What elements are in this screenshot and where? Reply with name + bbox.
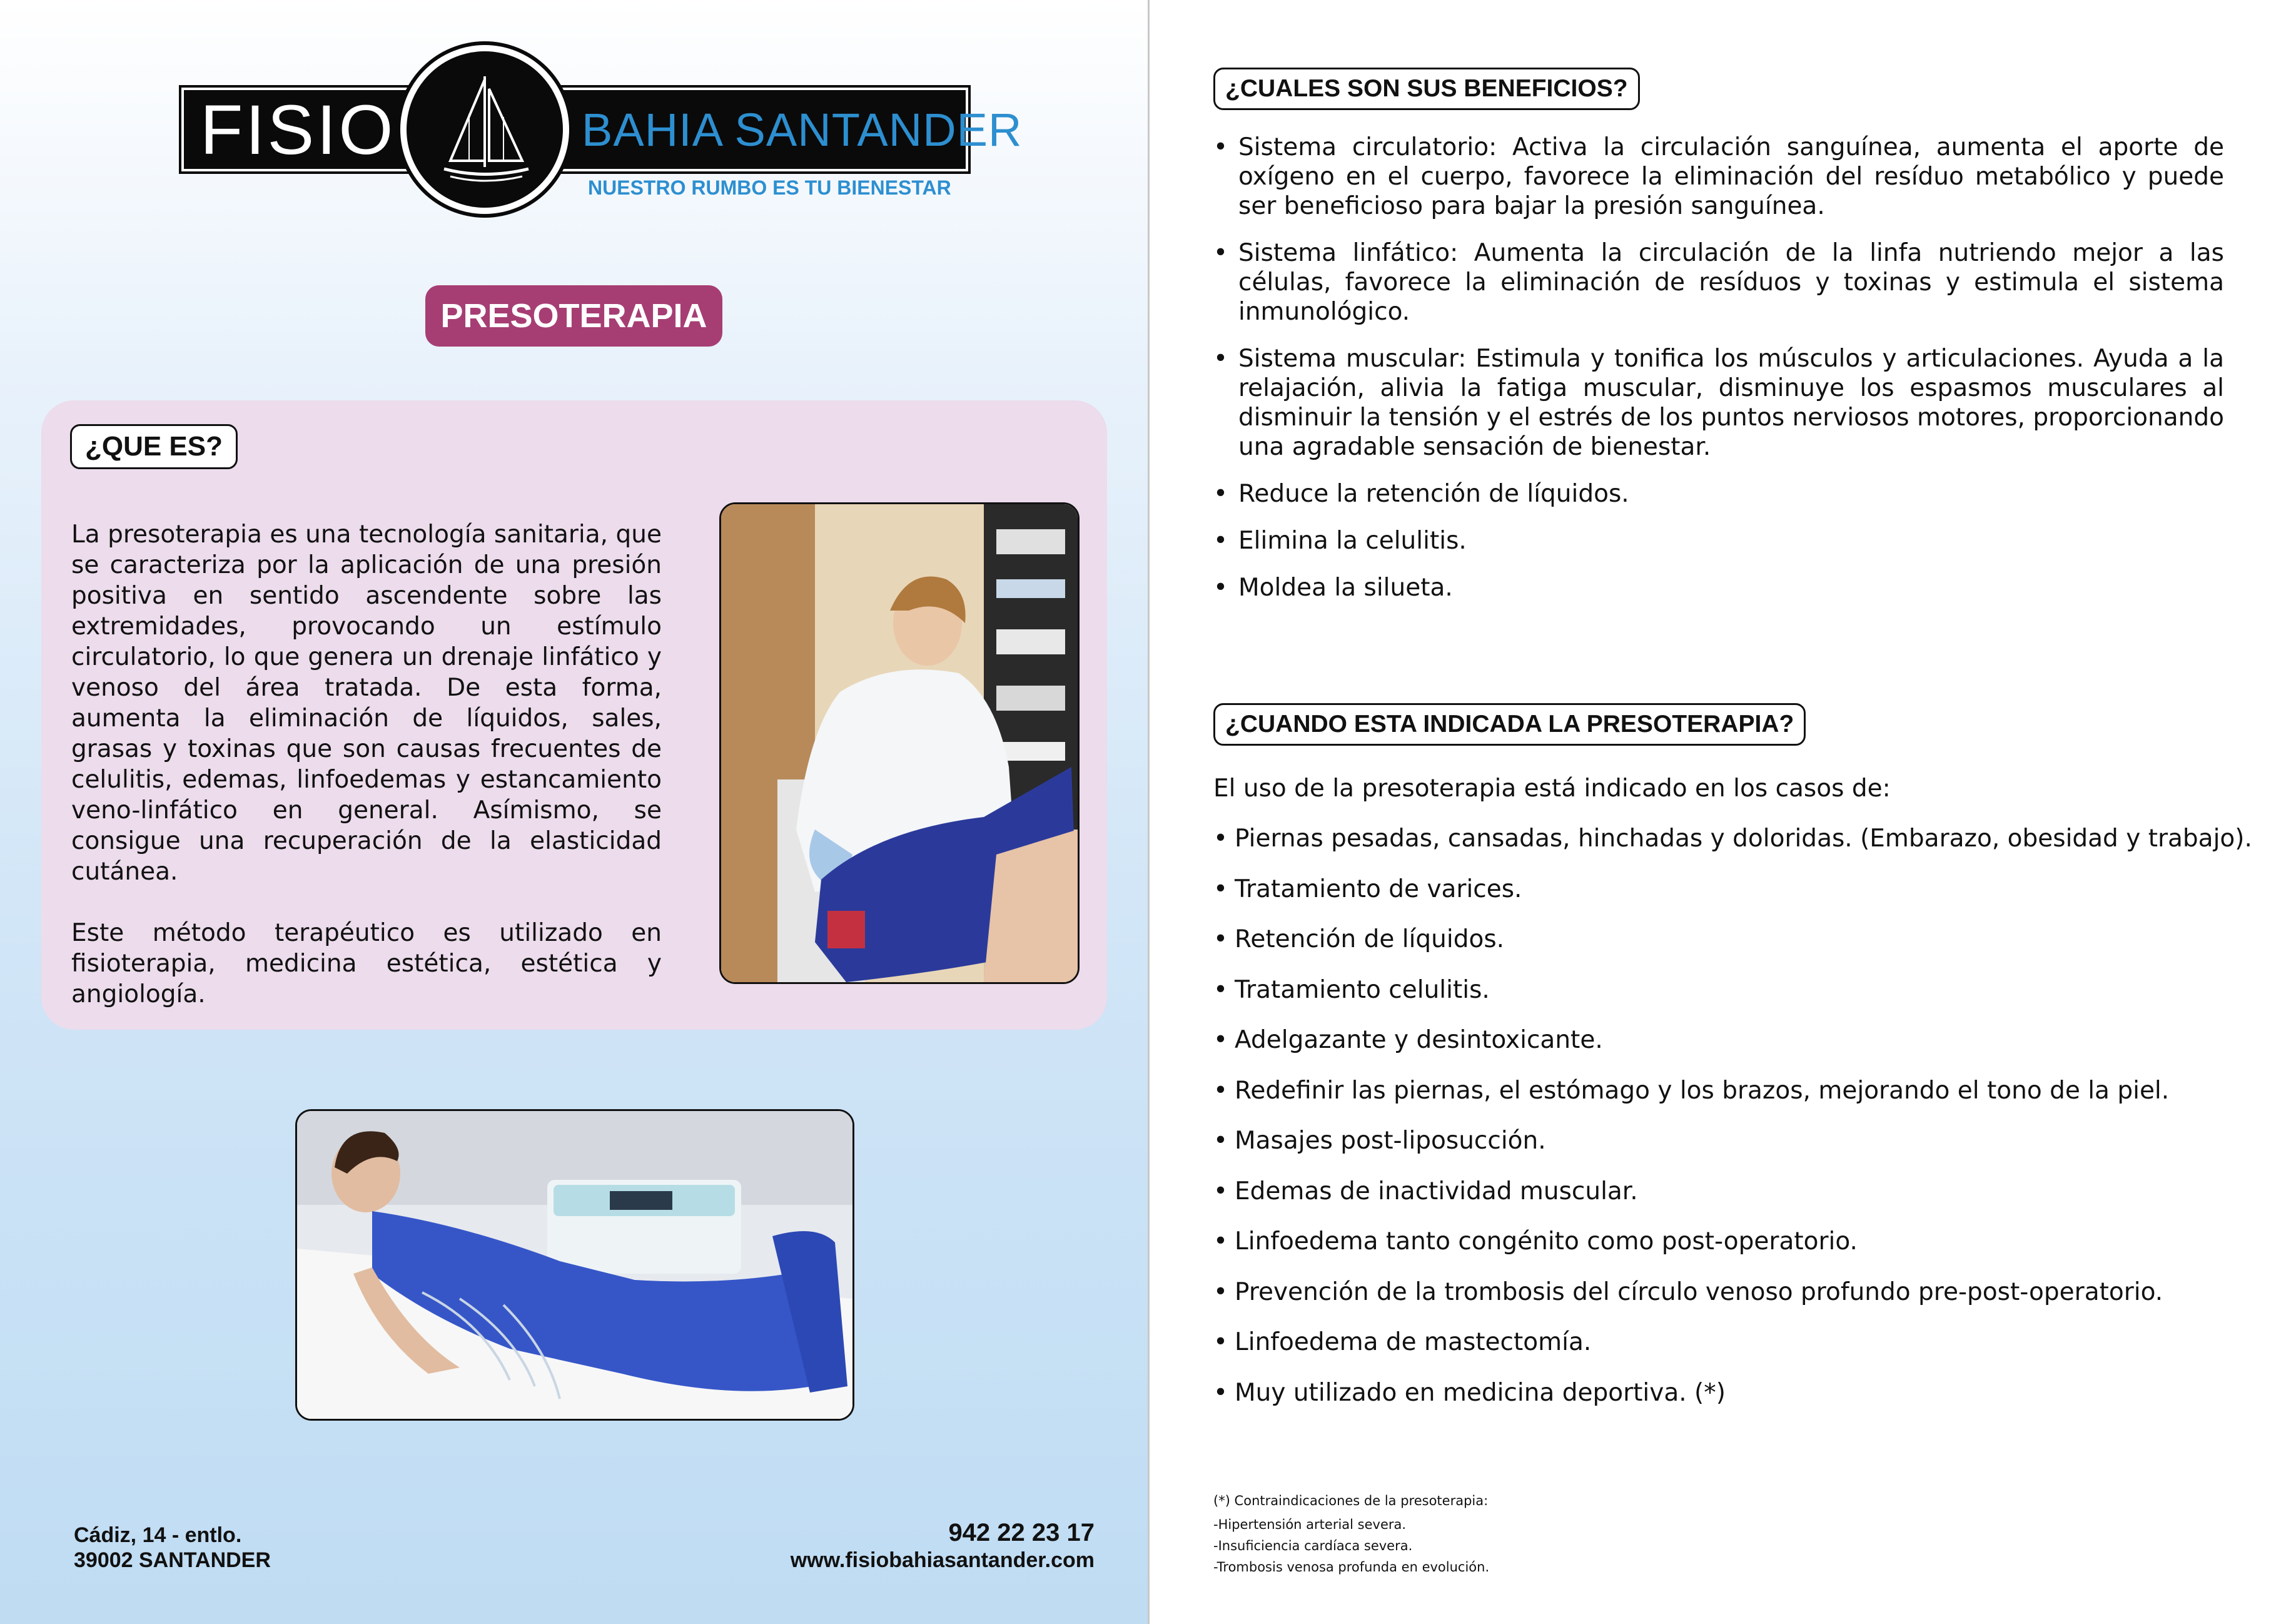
beneficio-item: • Elimina la celulitis. (1213, 526, 2224, 556)
indicaciones-intro: El uso de la presoterapia está indicado en los casos de: (1213, 774, 1891, 803)
indicacion-item: • Piernas pesadas, cansadas, hinchadas y doloridas. (Embarazo, obesidad y trabajo). (1213, 823, 2252, 874)
phone-number: 942 22 23 17 (948, 1519, 1095, 1546)
website-link[interactable]: www.fisiobahiasantander.com (790, 1548, 1095, 1572)
beneficio-item: • Reduce la retención de líquidos. (1213, 479, 2224, 509)
indicacion-item: • Retención de líquidos. (1213, 924, 2252, 975)
indicacion-item: • Redefinir las piernas, el estómago y los brazos, mejorando el tono de la piel. (1213, 1075, 2252, 1126)
contact (776, 1518, 1095, 1573)
beneficios-heading: ¿CUALES SON SUS BENEFICIOS? (1213, 68, 1640, 110)
logo-tagline: NUESTRO RUMBO ES TU BIENESTAR (588, 176, 951, 199)
que-es-text (71, 519, 662, 1040)
contraindicacion-item: -Insuficiencia cardíaca severa. (1213, 1538, 1413, 1553)
address-line-1: Cádiz, 14 - entlo. (74, 1523, 242, 1547)
indicacion-item: • Linfoedema de mastectomía. (1213, 1327, 2252, 1378)
indicacion-item: • Prevención de la trombosis del círculo venoso profundo pre-post-operatorio. (1213, 1277, 2252, 1327)
indicacion-item: • Muy utilizado en medicina deportiva. (*) (1213, 1378, 2252, 1428)
beneficio-item: • Sistema muscular: Estimula y tonifica los músculos y articulaciones. Ayuda a la relajación, alivia la fatiga muscular, disminuye los espasmos musculares al disminuir la tensión y el estrés de los puntos nerviosos motores, proporcionando una agradable sensación de bienestar. (1213, 344, 2224, 462)
patient-photo (295, 1109, 854, 1421)
indicacion-item: • Edemas de inactividad muscular. (1213, 1176, 2252, 1227)
que-es-paragraph-1: La presoterapia es una tecnología sanitaria, que se caracteriza por la aplicación de una presión positiva en sentido ascendente sobre las extremidades, provocando un estímulo circulatorio, lo que genera un drenaje linfático y venoso del área tratada. De esta forma, aumenta la eliminación de líquidos, sales, grasas y toxinas que son causas frecuentes de celulitis, edemas, linfoedemas y estancamiento veno-linfático en general. Asímismo, se consigue una recuperación de la elasticidad cutánea. (71, 520, 662, 886)
que-es-paragraph-2: Este método terapéutico es utilizado en fisioterapia, medicina estética, estética y angiología. (71, 919, 662, 1008)
address-line-2: 39002 SANTANDER (74, 1548, 271, 1572)
indicaciones-heading: ¿CUANDO ESTA INDICADA LA PRESOTERAPIA? (1213, 703, 1806, 746)
indicacion-item: • Masajes post-liposucción. (1213, 1125, 2252, 1176)
address (74, 1523, 271, 1573)
sailboat-logo-icon (400, 45, 569, 214)
beneficio-item: • Sistema linfático: Aumenta la circulación de la linfa nutriendo mejor a las células, favorece la eliminación de resíduos y toxinas y estimula el sistema inmunológico. (1213, 238, 2224, 327)
indicacion-item: • Tratamiento celulitis. (1213, 975, 2252, 1025)
que-es-heading: ¿QUE ES? (70, 424, 238, 469)
beneficios-list (1213, 133, 2224, 620)
indicaciones-list (1213, 823, 2252, 1428)
logo-word-bahia-santander: BAHIA SANTANDER (582, 104, 1023, 156)
page-title: PRESOTERAPIA (425, 285, 722, 347)
beneficio-item: • Moldea la silueta. (1213, 573, 2224, 602)
contraindicaciones-note (1213, 1490, 1489, 1578)
beneficio-item: • Sistema circulatorio: Activa la circulación sanguínea, aumenta el aporte de oxígeno en el cuerpo, favorece la eliminación del resíduo metabólico y puede ser beneficioso para bajar la presión sanguínea. (1213, 133, 2224, 221)
logo-word-fisio: FISIO (200, 91, 396, 169)
indicacion-item: • Tratamiento de varices. (1213, 874, 2252, 925)
contraindicaciones-title: (*) Contraindicaciones de la presoterapia: (1213, 1493, 1489, 1508)
indicacion-item: • Adelgazante y desintoxicante. (1213, 1025, 2252, 1075)
indicacion-item: • Linfoedema tanto congénito como post-operatorio. (1213, 1226, 2252, 1277)
page-fold (1148, 0, 1150, 1624)
therapist-photo (719, 502, 1080, 984)
contraindicacion-item: -Hipertensión arterial severa. (1213, 1517, 1407, 1532)
contraindicacion-item: -Trombosis venosa profunda en evolución. (1213, 1560, 1490, 1575)
